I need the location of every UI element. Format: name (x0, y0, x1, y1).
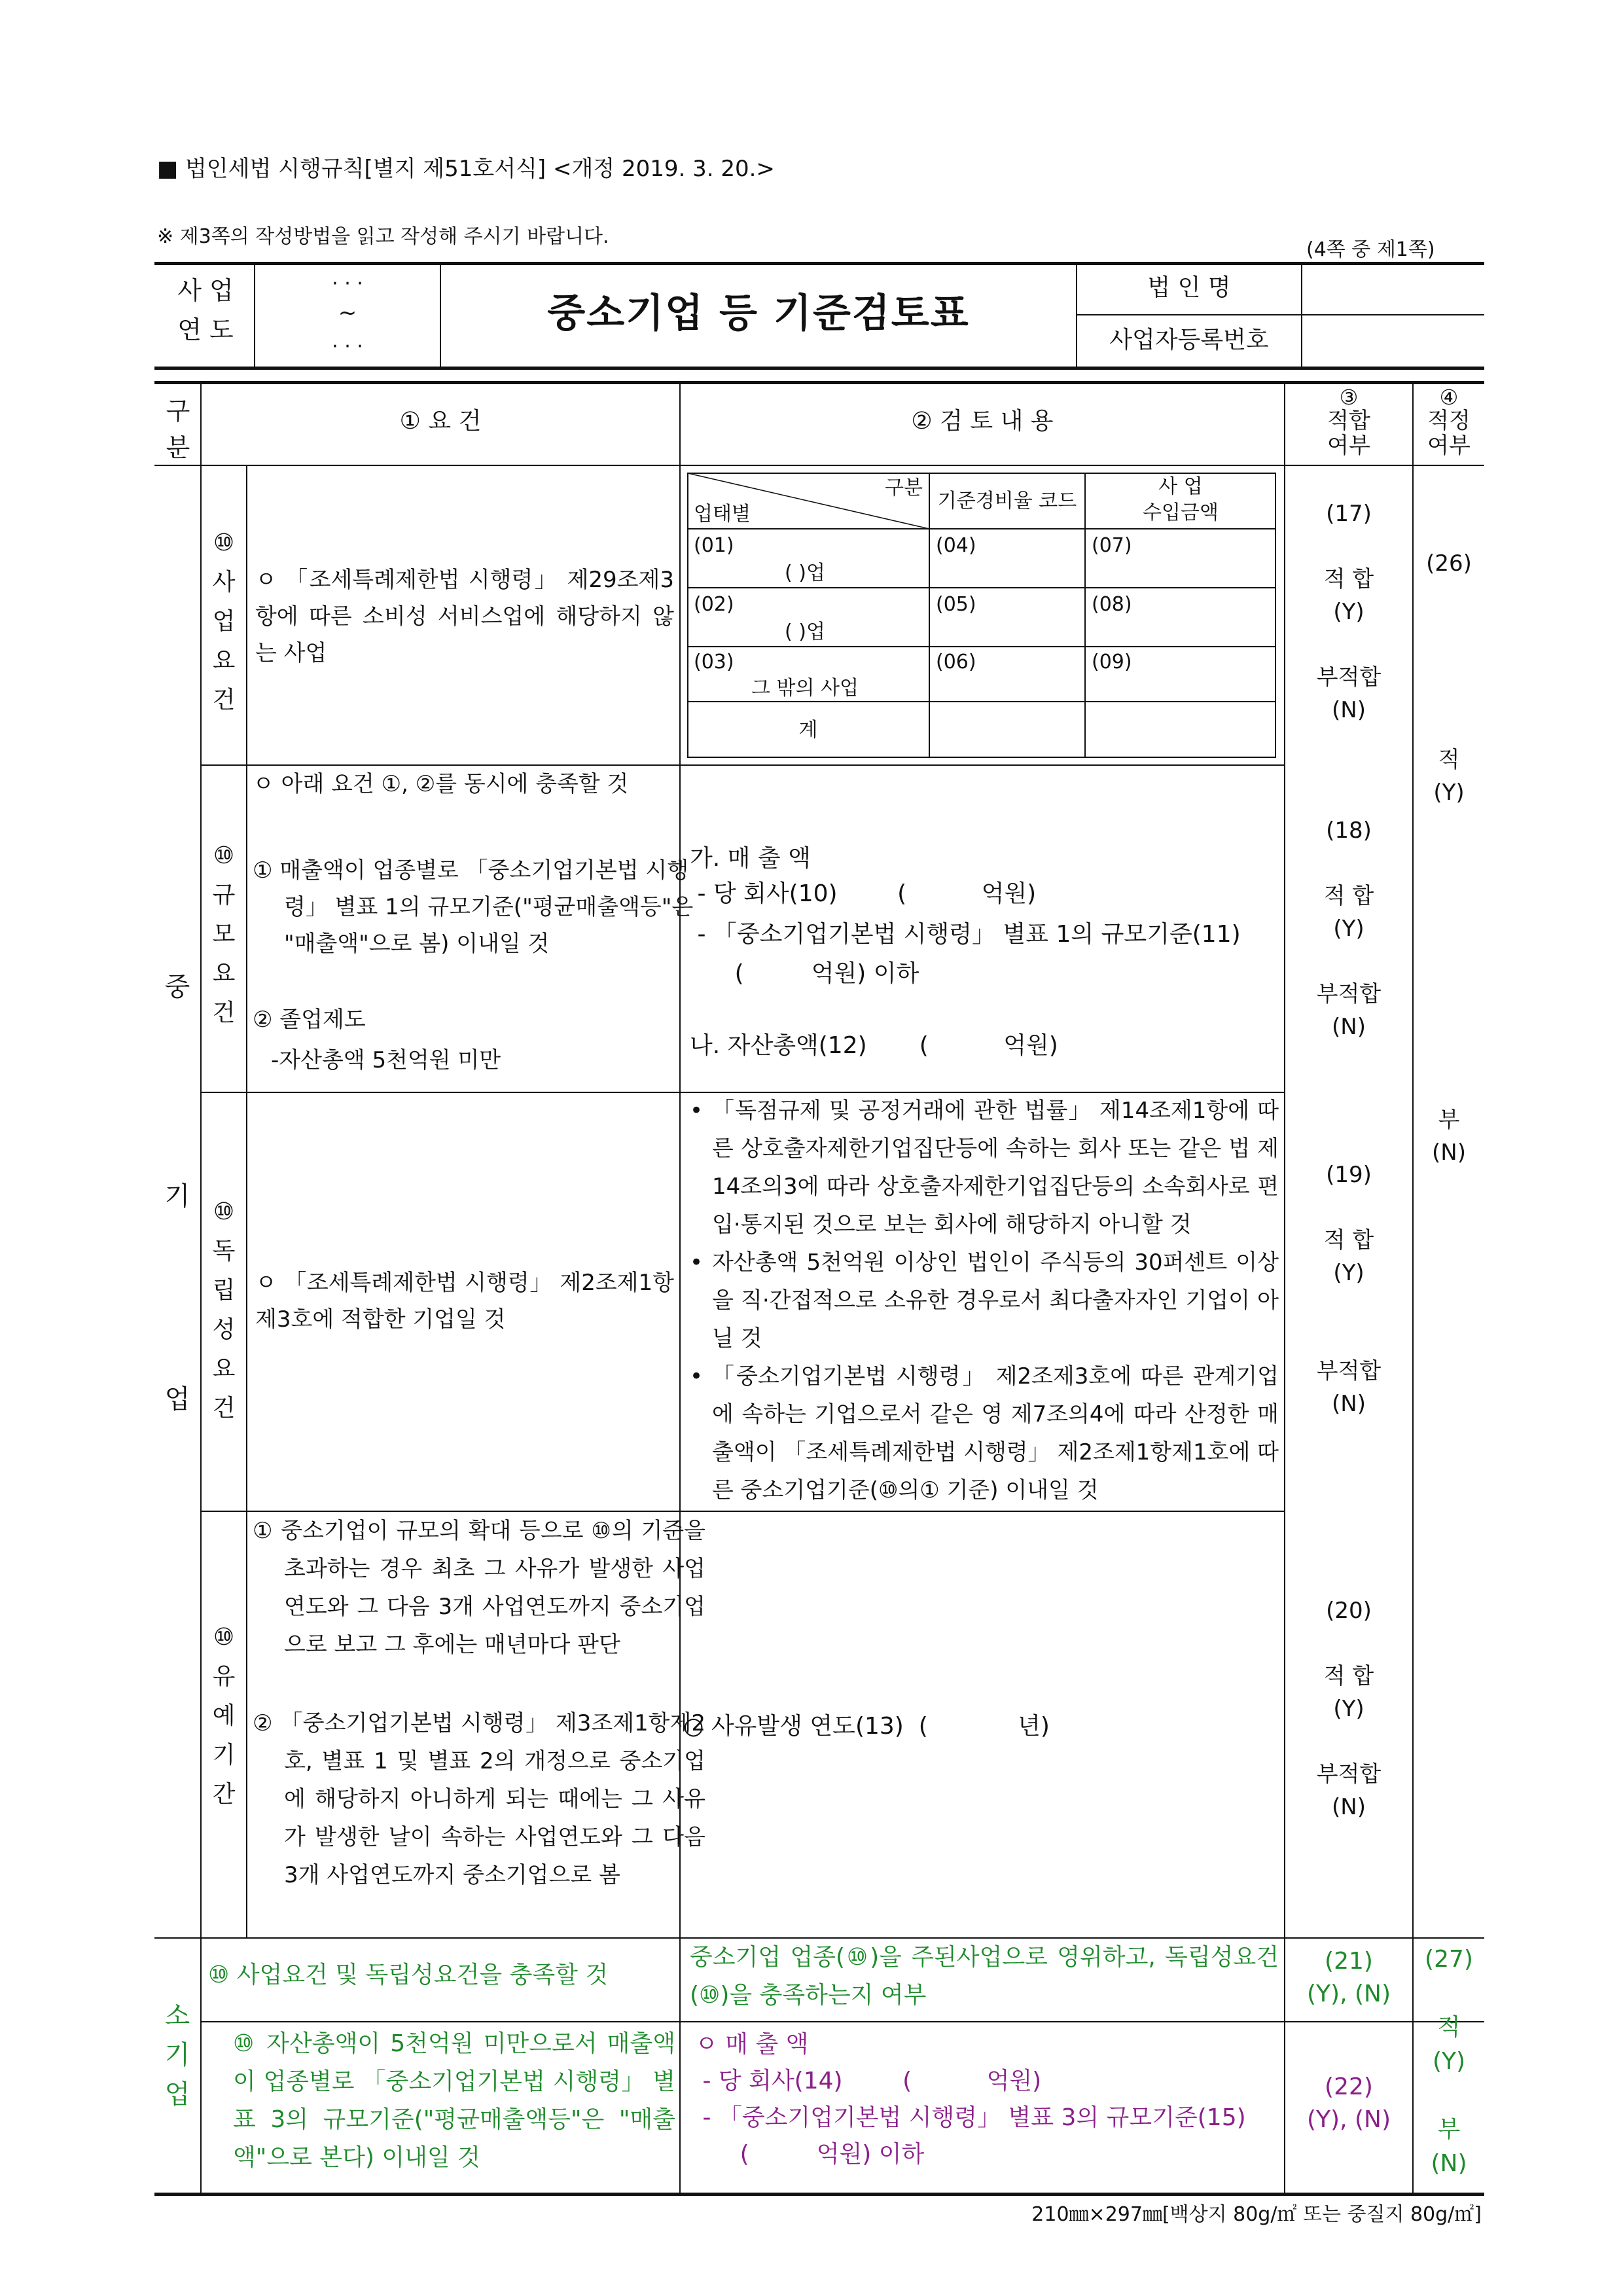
r106-review-2[interactable]: - 당 회사(14) ( 억원) (695, 2068, 1042, 2094)
row3-biz: 그 밖의 사업 (751, 677, 859, 700)
r101-business-table (687, 473, 1276, 758)
r105-review: 중소기업 업종(⑩)을 주된사업으로 영위하고, 독립성요건(⑩)을 충족하는지 여부 (690, 1944, 1279, 2009)
col-revenue-header: 사 업 수입금액 (1143, 475, 1219, 524)
r105-requirement: ⑩ 사업요건 및 독립성요건을 충족할 것 (208, 1962, 609, 1988)
r104-req-2: ② 「중소기업기본법 시행령」 제3조제1항제2호, 별표 1 및 별표 2의 개정으로 중소기업에 해당하지 아니하게 되는 때에는 그 사유가 발생한 날이 속하는 사업연도와 그 다음 3개 사업연도까지 중소기업으로 봄 (253, 1710, 705, 1888)
r102-fit[interactable]: (18) 적 합 (Y) 부적합 (N) (1316, 817, 1382, 1040)
small-label: 소 기 업 (164, 2001, 190, 2109)
row2-biz[interactable]: ( )업 (785, 620, 825, 643)
row1-c2[interactable]: (04) (936, 534, 976, 557)
year-label-2: 연 도 (177, 315, 234, 344)
sme-label-3: 업 (164, 1384, 190, 1414)
corner-top: 구분 (885, 476, 923, 499)
r103-review-item-3: • 「중소기업기본법 시행령」 제2조제3호에 따른 관계기업에 속하는 기업으로서 같은 영 제7조의4에 따라 산정한 매출액이 「조세특례제한법 시행령」 제2조제1항제1호에 따른 중소기업기준(⑩의① 기준) 이내일 것 (690, 1363, 1279, 1503)
biz-no-label: 사업자등록번호 (1109, 327, 1269, 353)
r102-review-2[interactable]: - 당 회사(10) ( 억원) (690, 880, 1037, 907)
date-start: · · · (332, 272, 363, 295)
r103-review-item-2: • 자산총액 5천억원 이상인 법인이 주식등의 30퍼센트 이상을 직·간접적으로 소유한 경우로서 최다출자자인 기업이 아닐 것 (690, 1249, 1279, 1352)
r102-req-3: ② 졸업제도 (253, 1007, 366, 1033)
r106-requirement: ⑩ 자산총액이 5천억원 미만으로서 매출액이 업종별로 「중소기업기본법 시행령」 별표 3의 규모기준("평균매출액등"은 "매출액"으로 본다) 이내일 것 (233, 2030, 675, 2171)
total-label: 계 (798, 719, 818, 742)
date-tilde: ~ (338, 300, 357, 326)
paper-spec: 210㎜×297㎜[백상지 80g/㎡ 또는 중질지 80g/㎡] (1031, 2203, 1482, 2226)
row2-c3[interactable]: (08) (1092, 593, 1132, 616)
corner-bottom: 업태별 (694, 503, 751, 526)
r102-req-2: ① 매출액이 업종별로 「중소기업기본법 시행령」 별표 1의 규모기준("평균매출액등"은 "매출액"으로 봄) 이내일 것 (253, 857, 694, 957)
r106-review-3: - 「중소기업기본법 시행령」 별표 3의 규모기준(15) (695, 2104, 1246, 2131)
r101-requirement: ㅇ 「조세특례제한법 시행령」 제29조제3항에 따른 소비성 서비스업에 해당하지 않는 사업 (255, 567, 674, 666)
page-info: (4쪽 중 제1쪽) (1306, 238, 1435, 261)
col-code-header: 기준경비율 코드 (937, 490, 1077, 512)
row1-biz[interactable]: ( )업 (785, 562, 825, 584)
sme-proper[interactable]: (26) 적 (Y) 부 (N) (1426, 550, 1472, 1166)
r104-review[interactable]: ○ 사유발생 연도(13) ( 년) (683, 1713, 1050, 1740)
r101-label: ⑩ 사 업 요 건 (212, 529, 236, 713)
corp-name-field[interactable] (1302, 263, 1483, 314)
proper-header: 적정 여부 (1427, 408, 1471, 459)
regulation-header: ■ 법인세법 시행규칙[별지 제51호서식] <개정 2019. 3. 20.> (157, 156, 775, 182)
r102-review-4[interactable]: ( 억원) 이하 (690, 960, 919, 987)
r104-req-1: ① 중소기업이 규모의 확대 등으로 ⑩의 기준을 초과하는 경우 최초 그 사유가 발생한 사업연도와 그 다음 3개 사업연도까지 중소기업으로 보고 그 후에는 매년마다 판단 (253, 1518, 705, 1658)
r102-req-4: -자산총액 5천억원 미만 (271, 1047, 501, 1073)
proper-num: ④ (1439, 385, 1459, 410)
fit-header: 적합 여부 (1327, 408, 1370, 459)
r103-requirement: ㅇ 「조세특례제한법 시행령」 제2조제1항제3호에 적합한 기업일 것 (255, 1270, 674, 1333)
gubun-header: 구 분 (166, 397, 190, 462)
r103-review-item-1: • 「독점규제 및 공정거래에 관한 법률」 제14조제1항에 따른 상호출자제한기업집단등에 속하는 회사 또는 같은 법 제14조의3에 따라 상호출자제한기업집단등의 소속회사로 편입·통지된 것으로 보는 회사에 해당하지 아니할 것 (690, 1098, 1279, 1238)
form-title: 중소기업 등 기준검토표 (547, 291, 970, 336)
r102-review-3: - 「중소기업기본법 시행령」 별표 1의 규모기준(11) (690, 921, 1241, 948)
r102-req-1: ㅇ 아래 요건 ①, ②를 동시에 충족할 것 (253, 771, 629, 797)
r106-fit[interactable]: (22) (Y), (N) (1307, 2073, 1391, 2133)
requirement-header: ① 요 건 (399, 408, 482, 435)
r102-label: ⑩ 규 모 요 건 (212, 842, 236, 1026)
corp-name-label: 법 인 명 (1147, 274, 1231, 301)
year-label-1: 사 업 (177, 276, 234, 305)
row1-c3[interactable]: (07) (1092, 534, 1132, 557)
small-proper[interactable]: (27) 적 (Y) 부 (N) (1425, 1946, 1473, 2177)
r102-review-1: 가. 매 출 액 (690, 845, 811, 872)
sme-label-1: 중 (164, 972, 190, 1002)
r105-fit[interactable]: (21) (Y), (N) (1307, 1948, 1391, 2007)
r102-review-5[interactable]: 나. 자산총액(12) ( 억원) (690, 1032, 1058, 1059)
r103-review (690, 1092, 1279, 1509)
r104-label: ⑩ 유 예 기 간 (212, 1624, 236, 1808)
date-end: · · · (332, 335, 363, 358)
r106-review-4[interactable]: ( 억원) 이하 (695, 2141, 925, 2168)
instruction-note: ※ 제3쪽의 작성방법을 읽고 작성해 주시기 바랍니다. (157, 225, 609, 248)
row3-c3[interactable]: (09) (1092, 651, 1132, 673)
row1-code: (01) (694, 534, 734, 557)
row3-code: (03) (694, 651, 734, 673)
r104-fit[interactable]: (20) 적 합 (Y) 부적합 (N) (1316, 1598, 1382, 1820)
row3-c2[interactable]: (06) (936, 651, 976, 673)
review-header: ② 검 토 내 용 (911, 408, 1054, 435)
r101-fit[interactable]: (17) 적 합 (Y) 부적합 (N) (1316, 501, 1382, 723)
row2-c2[interactable]: (05) (936, 593, 976, 616)
r103-fit[interactable]: (19) 적 합 (Y) 부적합 (N) (1316, 1162, 1382, 1417)
biz-no-field[interactable] (1302, 315, 1483, 367)
r106-review-1: ㅇ 매 출 액 (695, 2031, 809, 2058)
row2-code: (02) (694, 593, 734, 616)
fit-num: ③ (1339, 385, 1359, 410)
sme-label-2: 기 (164, 1181, 190, 1211)
r103-label: ⑩ 독 립 성 요 건 (212, 1198, 236, 1422)
